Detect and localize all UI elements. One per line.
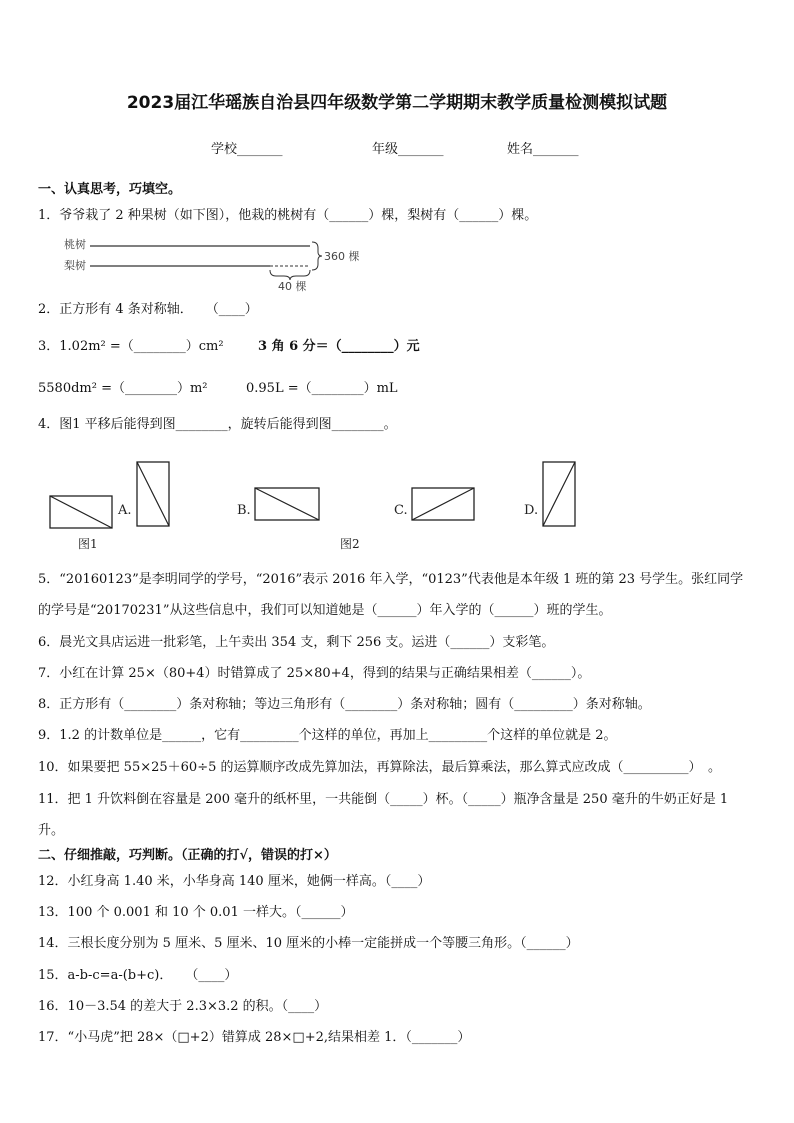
- fig1-diagonal: [50, 496, 112, 528]
- q4-shapes-figure: [44, 458, 604, 553]
- q1-peach-label: 桃树: [64, 238, 86, 251]
- question-8: 8．正方形有（________）条对称轴；等边三角形有（________）条对称轴；圆有（_________）条对称轴。: [38, 697, 651, 712]
- section-1-heading: 一、认真思考，巧填空。: [38, 182, 182, 197]
- q1-total-label: 360 棵: [324, 250, 360, 263]
- question-3a: 3．1.02m² =（________）cm²: [38, 339, 224, 354]
- question-2: 2．正方形有 4 条对称轴． （____）: [38, 302, 258, 317]
- option-a-diagonal: [137, 462, 169, 526]
- question-10: 10．如果要把 55×25＋60÷5 的运算顺序改成先算加法，再算除法，最后算乘法，那么算式应改成（__________） 。: [38, 760, 721, 775]
- question-14: 14．三根长度分别为 5 厘米、5 厘米、10 厘米的小棒一定能拼成一个等腰三角形。（______）: [38, 936, 579, 951]
- name-field[interactable]: 姓名_______: [507, 142, 579, 157]
- question-3b: 3 角 6 分＝（________）元: [258, 339, 420, 354]
- page-title: 2023届江华瑶族自治县四年级数学第二学期期末教学质量检测模拟试题: [126, 93, 668, 113]
- fig1-label: 图1: [78, 537, 98, 551]
- option-d-label: D.: [524, 503, 539, 518]
- question-1: 1．爷爷栽了 2 种果树（如下图），他栽的桃树有（______）棵，梨树有（______）棵。: [38, 208, 538, 223]
- question-12: 12．小红身高 1.40 米，小华身高 140 厘米，她俩一样高。（____）: [38, 874, 431, 889]
- option-c-label: C.: [394, 503, 408, 518]
- q1-total-brace: [312, 242, 322, 270]
- question-15: 15．a-b-c=a-(b+c)． （____）: [38, 968, 238, 983]
- question-4: 4．图1 平移后能得到图________，旋转后能得到图________。: [38, 417, 397, 432]
- question-16: 16．10－3.54 的差大于 2.3×3.2 的积。（____）: [38, 999, 328, 1014]
- q1-diff-label: 40 棵: [278, 280, 307, 293]
- question-13: 13．100 个 0.001 和 10 个 0.01 一样大。（______）: [38, 905, 354, 920]
- question-5-line2: 的学号是“20170231”从这些信息中，我们可以知道她是（______）年入学的（______）班的学生。: [38, 603, 612, 618]
- option-d-diagonal: [543, 462, 575, 526]
- option-a-label: A.: [118, 503, 132, 518]
- question-3c: 5580dm² =（________）m²: [38, 381, 208, 396]
- option-b-label: B.: [237, 503, 251, 518]
- fig2-label: 图2: [340, 537, 360, 551]
- question-9: 9．1.2 的计数单位是______，它有_________个这样的单位，再加上_________个这样的单位就是 2。: [38, 728, 617, 743]
- section-2-heading: 二、仔细推敲，巧判断。（正确的打√，错误的打×）: [38, 848, 337, 863]
- question-6: 6．晨光文具店运进一批彩笔，上午卖出 354 支，剩下 256 支。运进（______）支彩笔。: [38, 635, 555, 650]
- option-b-diagonal: [255, 488, 319, 520]
- question-11-line1: 11．把 1 升饮料倒在容量是 200 毫升的纸杯里，一共能倒（_____）杯。（_____）瓶净含量是 250 毫升的牛奶正好是 1: [38, 792, 729, 807]
- question-17: 17．“小马虎”把 28×（□+2）错算成 28×□+2,结果相差 1．（_______）: [38, 1030, 471, 1045]
- question-7: 7．小红在计算 25×（80+4）时错算成了 25×80+4，得到的结果与正确结果相差（______）。: [38, 666, 591, 681]
- school-field[interactable]: 学校_______: [211, 142, 283, 157]
- question-3d: 0.95L =（________）mL: [246, 381, 398, 396]
- q1-diff-brace: [270, 270, 310, 280]
- question-5-line1: 5．“20160123”是李明同学的学号，“2016”表示 2016 年入学，“0123”代表他是本年级 1 班的第 23 号学生。张红同学: [38, 572, 744, 587]
- question-11-line2: 升。: [38, 823, 65, 838]
- q1-fruit-tree-diagram: [60, 236, 370, 292]
- option-c-diagonal: [412, 488, 474, 520]
- grade-field[interactable]: 年级_______: [372, 142, 444, 157]
- q1-pear-label: 梨树: [64, 259, 86, 272]
